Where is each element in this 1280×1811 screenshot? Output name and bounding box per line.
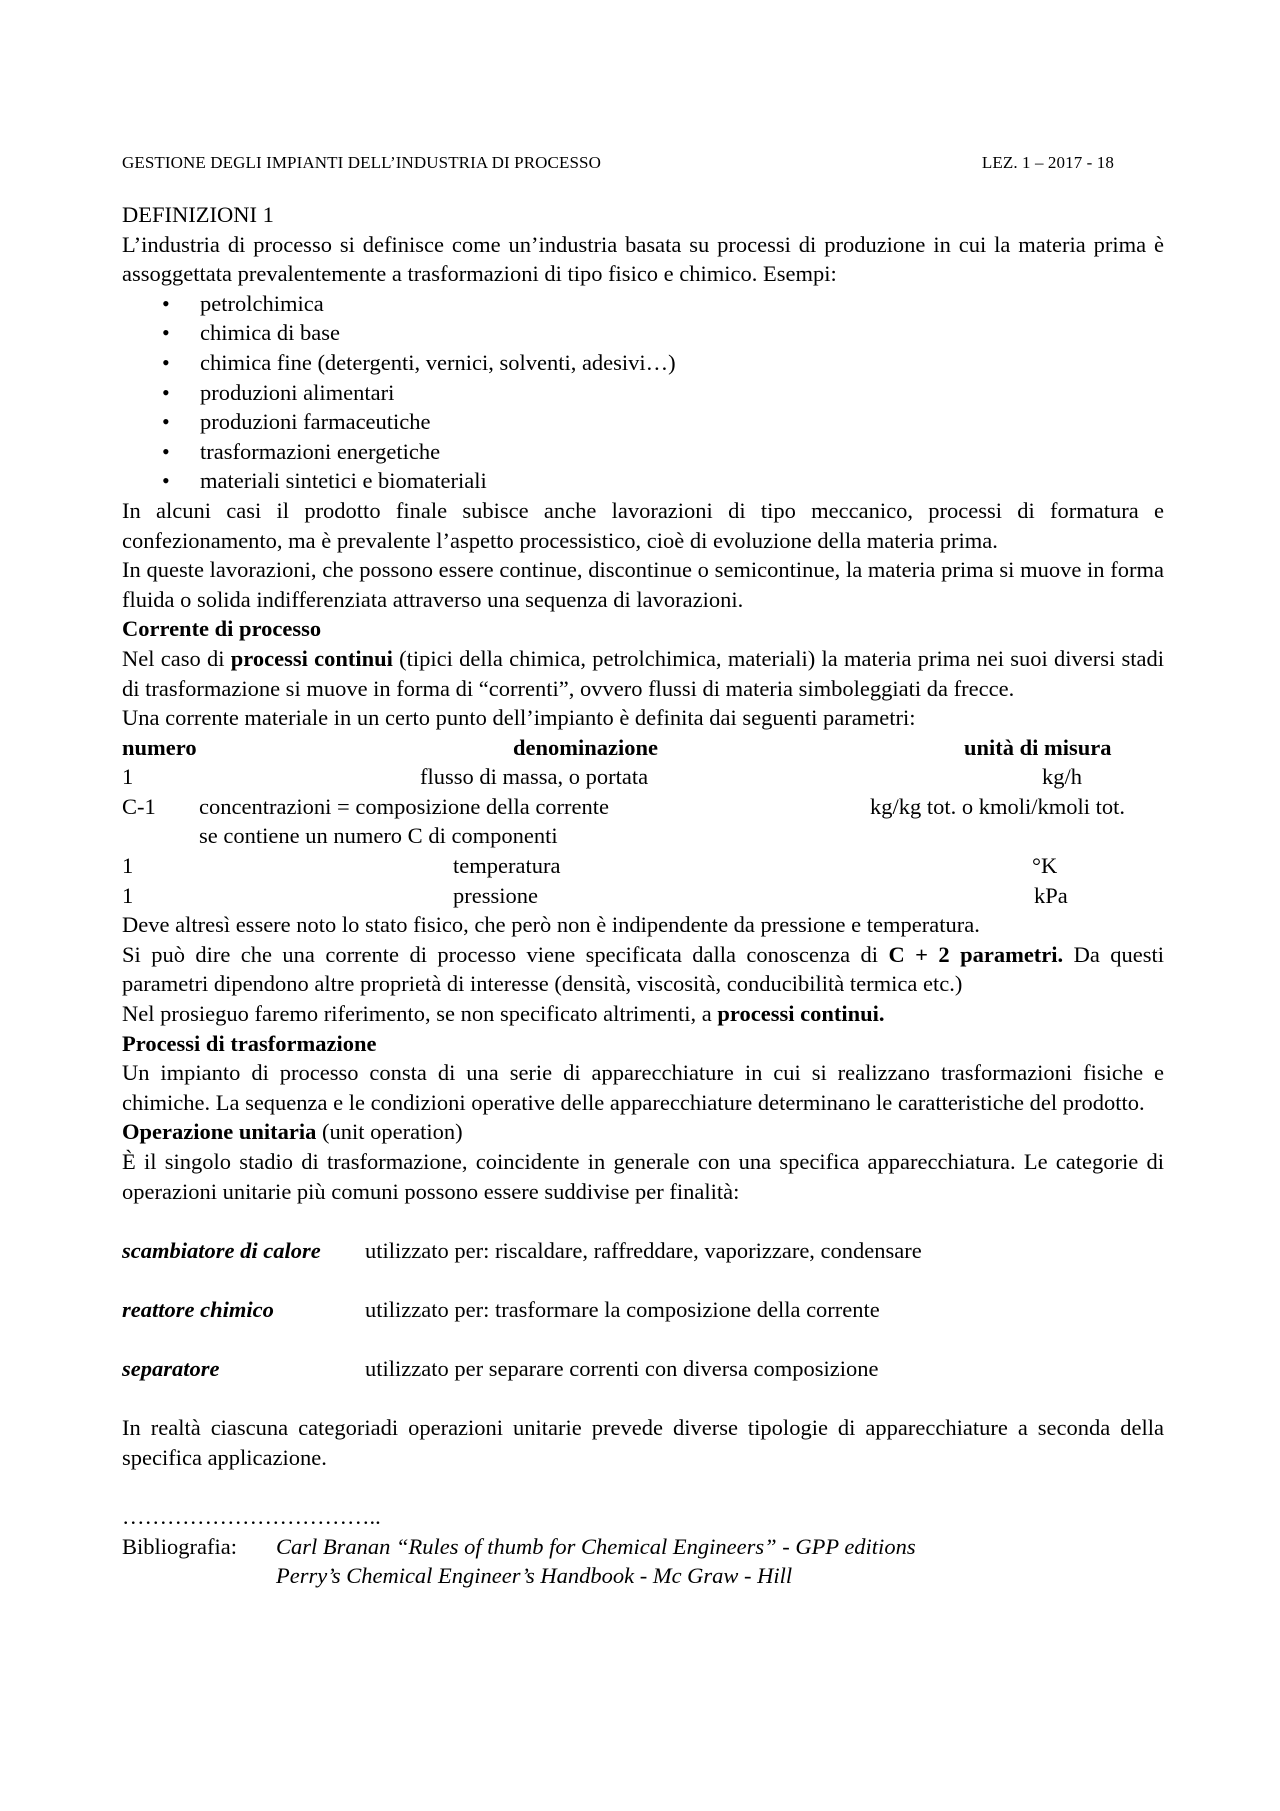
table-row — [122, 851, 1164, 881]
prosieguo-text: Nel prosieguo faremo riferimento, se non specificato altrimenti, a — [122, 1001, 718, 1027]
header-course-title: GESTIONE DEGLI IMPIANTI DELL’INDUSTRIA DI PROCESSO — [122, 153, 601, 172]
operation-item — [122, 1236, 1164, 1266]
cell-unita: kg/kg tot. o kmoli/kmoli tot. — [870, 793, 1126, 819]
prosieguo-bold: processi continui. — [717, 1001, 885, 1027]
spec-text-a: Si può dire che una corrente di processo viene specificata dalla conoscenza di — [122, 941, 889, 967]
paragraph-trasformazione: Un impianto di processo consta di una serie di apparecchiature in cui si realizzano trasformazioni fisiche e chimiche. La sequenza e le condizioni operative delle apparecchiature determinano le caratteristiche del prodotto. — [122, 1060, 1164, 1115]
cell-denominazione: flusso di massa, o portata — [420, 764, 649, 790]
cell-unita: kg/h — [1042, 764, 1083, 790]
list-item: • trasformazioni energetiche — [122, 437, 1164, 467]
table-row — [122, 821, 1164, 851]
paragraph-continue: In queste lavorazioni, che possono essere continue, discontinue o semicontinue, la materia prima si muove in forma fluida o solida indifferenziata attraverso una sequenza di lavorazioni. — [122, 557, 1164, 612]
paragraph-specifica — [122, 940, 1164, 999]
operation-description: utilizzato per: trasformare la composizione della corrente — [365, 1296, 880, 1322]
col-header-numero: numero — [122, 734, 197, 760]
bibliography-row — [122, 1561, 1164, 1591]
operation-item — [122, 1295, 1164, 1325]
cell-numero: 1 — [122, 882, 134, 908]
corrente-text-bold: processi continui — [230, 645, 393, 671]
list-item: • petrolchimica — [122, 289, 1164, 319]
list-item: • chimica fine (detergenti, vernici, solventi, adesivi…) — [122, 348, 1164, 378]
bibliography-label: Bibliografia: — [122, 1533, 237, 1559]
spec-text-c: Da questi parametri dipendono altre proprietà di interesse (densità, viscosità, conducibilità termica etc.) — [122, 941, 1165, 997]
cell-numero: 1 — [122, 764, 134, 790]
heading-operazione-text: Operazione unitaria — [122, 1119, 317, 1145]
cell-denominazione: temperatura — [453, 853, 561, 879]
document-body — [122, 200, 1164, 1591]
paragraph-realta: In realtà ciascuna categoriadi operazioni unitarie prevede diverse tipologie di apparecchiature a seconda della specifica applicazione. — [122, 1415, 1164, 1470]
table-header-row — [122, 733, 1164, 763]
col-header-denominazione: denominazione — [513, 734, 659, 760]
list-item: • produzioni alimentari — [122, 378, 1164, 408]
separator-dots: …………………………….. — [122, 1504, 381, 1530]
operation-description: utilizzato per: riscaldare, raffreddare, vaporizzare, condensare — [365, 1237, 922, 1263]
bibliography-row — [122, 1532, 1164, 1562]
intro-paragraph: L’industria di processo si definisce come un’industria basata su processi di produzione in cui la materia prima è assoggettata prevalentemente a trasformazioni di tipo fisico e chimico. Esempi: — [122, 231, 1164, 287]
spec-text-bold: C + 2 parametri. — [888, 941, 1064, 967]
heading-operazione — [122, 1117, 1164, 1147]
operation-item — [122, 1354, 1164, 1384]
cell-unita: kPa — [1034, 882, 1068, 908]
header-lesson-number: LEZ. 1 – 2017 - 18 — [981, 153, 1114, 172]
heading-trasformazione-text: Processi di trasformazione — [122, 1030, 377, 1056]
paragraph-prosieguo — [122, 999, 1164, 1029]
heading-trasformazione — [122, 1029, 1164, 1059]
bibliography-ref: Carl Branan “Rules of thumb for Chemical Engineers” - GPP editions — [276, 1533, 916, 1559]
table-row — [122, 881, 1164, 911]
examples-list — [122, 289, 1164, 496]
corrente-text-c: (tipici della chimica, petrolchimica, materiali) la materia prima nei suoi diversi stadi di trasformazione si muove in forma di “correnti”, ovvero flussi di materia simboleggiati da frecce. — [122, 645, 1165, 701]
cell-denominazione: concentrazioni = composizione della corrente — [199, 793, 610, 819]
cell-numero: 1 — [122, 853, 134, 879]
cell-numero: C-1 — [122, 793, 156, 819]
section-title: DEFINIZIONI 1 — [122, 202, 274, 227]
operation-name: separatore — [122, 1356, 220, 1382]
paragraph-parametri: Una corrente materiale in un certo punto dell’impianto è definita dai seguenti parametri: — [122, 705, 916, 731]
list-item: • chimica di base — [122, 318, 1164, 348]
cell-unita: °K — [1032, 853, 1058, 879]
heading-operazione-suffix: (unit operation) — [316, 1119, 463, 1145]
operation-name: scambiatore di calore — [122, 1237, 321, 1263]
corrente-text-a: Nel caso di — [122, 645, 231, 671]
cell-denominazione: se contiene un numero C di componenti — [199, 823, 558, 849]
page-header — [122, 153, 1114, 173]
col-header-unita: unità di misura — [964, 734, 1112, 760]
paragraph-operazione: È il singolo stadio di trasformazione, coincidente in generale con una specifica apparecchiatura. Le categorie di operazioni unitarie più comuni possono essere suddivise per finalità: — [122, 1149, 1164, 1204]
paragraph-stato-fisico: Deve altresì essere noto lo stato fisico, che però non è indipendente da pressione e temperatura. — [122, 912, 980, 938]
heading-corrente — [122, 614, 1164, 644]
list-item: • produzioni farmaceutiche — [122, 407, 1164, 437]
paragraph-lavorazioni: In alcuni casi il prodotto finale subisce anche lavorazioni di tipo meccanico, processi di formatura e confezionamento, ma è prevalente l’aspetto processistico, cioè di evoluzione della materia prima. — [122, 497, 1164, 553]
table-row — [122, 762, 1164, 792]
operation-description: utilizzato per separare correnti con diversa composizione — [365, 1356, 879, 1382]
list-item: • materiali sintetici e biomateriali — [122, 466, 1164, 496]
heading-corrente-text: Corrente di processo — [122, 616, 322, 642]
paragraph-corrente — [122, 644, 1164, 703]
table-row — [122, 792, 1164, 822]
bibliography-ref: Perry’s Chemical Engineer’s Handbook - Mc Graw - Hill — [276, 1563, 793, 1589]
cell-denominazione: pressione — [453, 882, 538, 908]
operation-name: reattore chimico — [122, 1296, 274, 1322]
